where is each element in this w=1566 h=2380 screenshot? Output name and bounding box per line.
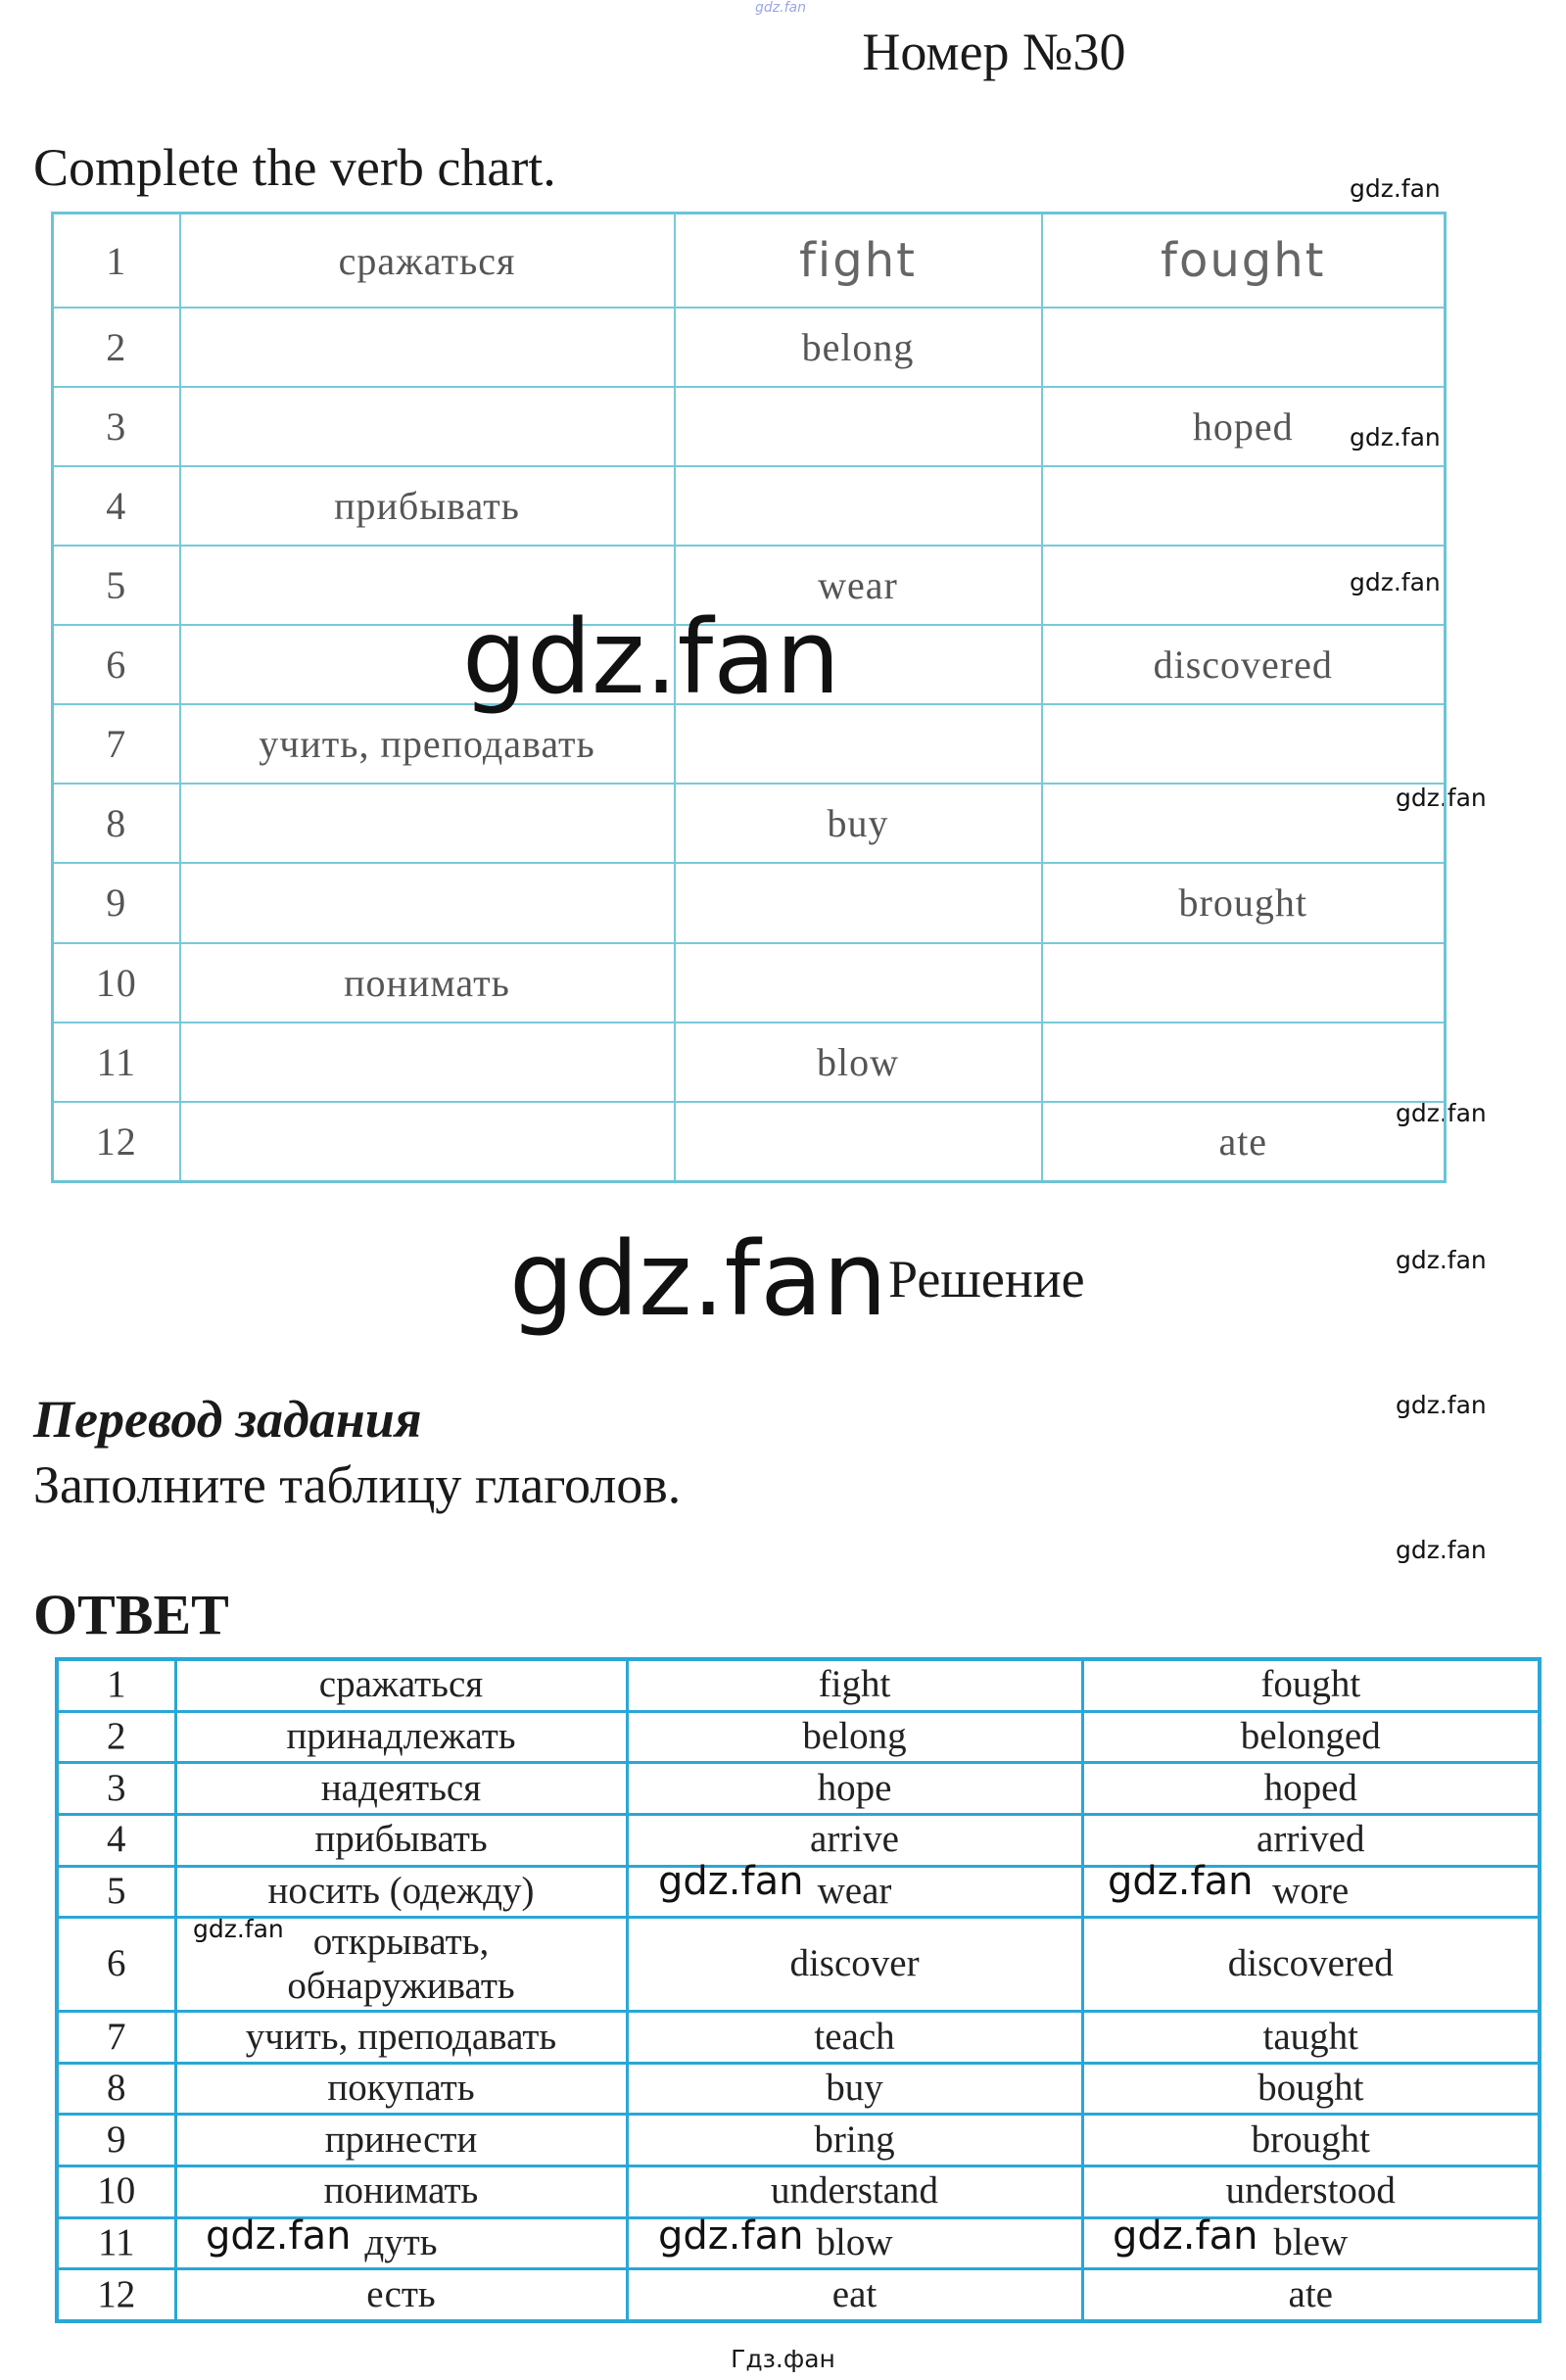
textbook-row (53, 784, 1446, 863)
answer-row (57, 2063, 1540, 2115)
answer-heading: ОТВЕТ (33, 1583, 229, 1646)
verb-cell (180, 863, 675, 942)
watermark: gdz.fan (1350, 568, 1441, 596)
verb-cell (1042, 1023, 1446, 1102)
verb-cell: belong (627, 1711, 1082, 1763)
answer-row (57, 2115, 1540, 2166)
verb-cell (1042, 784, 1446, 863)
verb-cell: fight (627, 1659, 1082, 1711)
verb-cell: hoped (1042, 387, 1446, 466)
row-number: 8 (57, 2063, 175, 2115)
row-number: 4 (57, 1814, 175, 1866)
watermark-medium: gdz.fan (206, 2213, 352, 2259)
verb-cell: hope (627, 1763, 1082, 1815)
verb-cell (675, 466, 1042, 546)
textbook-row (53, 214, 1446, 309)
verb-cell: blew (1082, 2217, 1540, 2269)
row-number: 2 (53, 308, 180, 387)
footer-watermark: Гдз.фан (731, 2345, 835, 2373)
verb-cell: учить, преподавать (175, 2012, 627, 2064)
watermark-large: gdz.fan (462, 597, 840, 717)
row-number: 11 (53, 1023, 180, 1102)
watermark-medium: gdz.fan (1113, 2213, 1258, 2259)
verb-cell: belonged (1082, 1711, 1540, 1763)
verb-cell (180, 308, 675, 387)
translation-text: Заполните таблицу глаголов. (33, 1455, 682, 1514)
textbook-row (53, 1102, 1446, 1182)
verb-cell (180, 387, 675, 466)
verb-cell (1042, 308, 1446, 387)
verb-cell: ate (1082, 2269, 1540, 2321)
watermark-large: gdz.fan (509, 1219, 887, 1339)
answer-row (57, 1711, 1540, 1763)
verb-cell: arrived (1082, 1814, 1540, 1866)
watermark: gdz.fan (1396, 784, 1487, 812)
verb-cell (180, 784, 675, 863)
verb-cell: bought (1082, 2063, 1540, 2115)
verb-cell: понимать (180, 943, 675, 1023)
row-number: 3 (53, 387, 180, 466)
verb-cell: wear (675, 546, 1042, 625)
verb-cell (180, 1023, 675, 1102)
row-number: 10 (53, 943, 180, 1023)
verb-cell: прибывать (180, 466, 675, 546)
textbook-row (53, 943, 1446, 1023)
verb-cell: eat (627, 2269, 1082, 2321)
verb-cell: покупать (175, 2063, 627, 2115)
verb-cell: есть (175, 2269, 627, 2321)
verb-cell (675, 943, 1042, 1023)
verb-cell: discovered (1042, 625, 1446, 704)
watermark: gdz.fan (193, 1915, 284, 1943)
textbook-row (53, 466, 1446, 546)
watermark-medium: gdz.fan (658, 1859, 804, 1904)
watermark: gdz.fan (1350, 423, 1441, 452)
verb-cell: belong (675, 308, 1042, 387)
answer-row (57, 1763, 1540, 1815)
verb-cell: brought (1082, 2115, 1540, 2166)
verb-cell: принадлежать (175, 1711, 627, 1763)
translation-heading: Перевод задания (33, 1390, 422, 1449)
verb-cell: дуть (175, 2217, 627, 2269)
textbook-row (53, 308, 1446, 387)
verb-cell: discovered (1082, 1918, 1540, 2012)
answer-row (57, 2012, 1540, 2064)
verb-cell: understood (1082, 2166, 1540, 2218)
row-number: 1 (53, 214, 180, 309)
watermark: gdz.fan (1396, 1099, 1487, 1127)
row-number: 8 (53, 784, 180, 863)
row-number: 6 (57, 1918, 175, 2012)
verb-cell: открывать, обнаруживать (175, 1918, 627, 2012)
verb-cell: носить (одежду) (175, 1866, 627, 1918)
page-title: Номер №30 (862, 23, 1126, 81)
verb-cell: blow (675, 1023, 1042, 1102)
answer-row (57, 2269, 1540, 2321)
verb-cell: hoped (1082, 1763, 1540, 1815)
row-number: 11 (57, 2217, 175, 2269)
solution-heading: Решение (888, 1250, 1085, 1309)
row-number: 4 (53, 466, 180, 546)
row-number: 5 (53, 546, 180, 625)
verb-cell: wear (627, 1866, 1082, 1918)
watermark-medium: gdz.fan (658, 2213, 804, 2259)
watermark-top: gdz.fan (755, 0, 806, 16)
verb-cell: учить, преподавать (180, 704, 675, 784)
verb-cell: ate (1042, 1102, 1446, 1182)
verb-cell (675, 387, 1042, 466)
verb-cell: understand (627, 2166, 1082, 2218)
verb-cell: blow (627, 2217, 1082, 2269)
row-number: 12 (53, 1102, 180, 1182)
row-number: 7 (57, 2012, 175, 2064)
verb-cell (180, 1102, 675, 1182)
answer-row (57, 2166, 1540, 2218)
row-number: 2 (57, 1711, 175, 1763)
textbook-row (53, 387, 1446, 466)
row-number: 1 (57, 1659, 175, 1711)
verb-cell: fought (1082, 1659, 1540, 1711)
verb-cell: taught (1082, 2012, 1540, 2064)
row-number: 3 (57, 1763, 175, 1815)
row-number: 6 (53, 625, 180, 704)
verb-cell (1042, 943, 1446, 1023)
answer-row (57, 1659, 1540, 1711)
verb-cell: fought (1042, 214, 1446, 309)
verb-cell: надеяться (175, 1763, 627, 1815)
verb-cell: сражаться (175, 1659, 627, 1711)
row-number: 7 (53, 704, 180, 784)
verb-cell: принести (175, 2115, 627, 2166)
textbook-row (53, 863, 1446, 942)
verb-cell (1042, 704, 1446, 784)
verb-cell: сражаться (180, 214, 675, 309)
verb-cell: fight (675, 214, 1042, 309)
textbook-row (53, 1023, 1446, 1102)
verb-cell: arrive (627, 1814, 1082, 1866)
row-number: 10 (57, 2166, 175, 2218)
verb-cell: bring (627, 2115, 1082, 2166)
row-number: 12 (57, 2269, 175, 2321)
watermark: gdz.fan (1396, 1246, 1487, 1274)
verb-cell (1042, 546, 1446, 625)
verb-cell: buy (675, 784, 1042, 863)
task-instruction: Complete the verb chart. (33, 138, 556, 197)
watermark-medium: gdz.fan (1108, 1859, 1254, 1904)
verb-cell: discover (627, 1918, 1082, 2012)
row-number: 9 (53, 863, 180, 942)
verb-cell: понимать (175, 2166, 627, 2218)
row-number: 9 (57, 2115, 175, 2166)
verb-cell (675, 863, 1042, 942)
watermark: gdz.fan (1396, 1536, 1487, 1564)
verb-cell: brought (1042, 863, 1446, 942)
watermark: gdz.fan (1396, 1391, 1487, 1419)
row-number: 5 (57, 1866, 175, 1918)
verb-cell: teach (627, 2012, 1082, 2064)
verb-cell: buy (627, 2063, 1082, 2115)
watermark: gdz.fan (1350, 174, 1441, 203)
verb-cell: wore (1082, 1866, 1540, 1918)
verb-cell: прибывать (175, 1814, 627, 1866)
verb-cell (1042, 466, 1446, 546)
verb-cell (675, 1102, 1042, 1182)
